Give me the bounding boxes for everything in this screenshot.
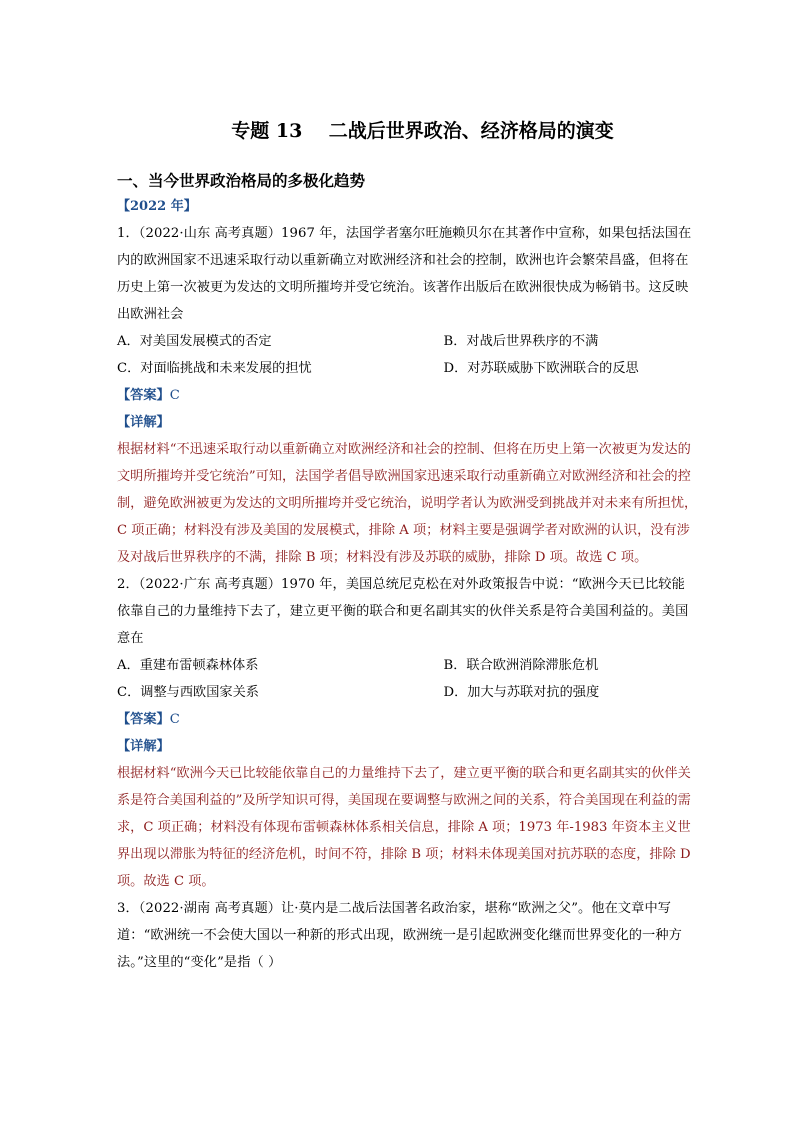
question-stem: 1．（2022·山东 高考真题）1967 年，法国学者塞尔旺施赖贝尔在其著作中宣称，如果包括法国在内的欧洲国家不迅速采取行动以重新确立对欧洲经济和社会的控制，欧洲也许会繁荣昌盛，但将在历史上第一次被更为发达的文明所摧垮并受它统治。该著作出版后在欧洲很快成为畅销书。这反映出欧洲社会 (117, 226, 692, 322)
page-title: 专题 13 二战后世界政治、经济格局的演变 (231, 120, 614, 142)
answer-line (117, 706, 698, 733)
detail-text: 根据材料“不迅速采取行动以重新确立对欧洲经济和社会的控制、但将在历史上第一次被更为发达的文明所摧垮并受它统治”可知，法国学者倡导欧洲国家迅速采取行动重新确立对欧洲经济和社会的控制，避免欧洲被更为发达的文明所摧垮并受它统治，说明学者认为欧洲受到挑战并对未来有所担忧，C 项正确；材料没有涉及美国的发展模式，排除 A 项；材料主要是强调学者对欧洲的认识，没有涉及对战后世界秩序的不满，排除 B 项；材料没有涉及苏联的威胁，排除 D 项。故选 C 项。 (117, 442, 698, 565)
option-a: A．对美国发展模式的否定 (117, 334, 272, 349)
answer-line (117, 382, 698, 409)
answer-value: C (169, 388, 180, 403)
option-b: B．联合欧洲消除滞胀危机 (443, 658, 599, 673)
detail-label: 【详解】 (117, 739, 170, 754)
question-stem: 2．（2022·广东 高考真题）1970 年，美国总统尼克松在对外政策报告中说：“欧洲今天已比较能依靠自己的力量维持下去了，建立更平衡的联合和更名副其实的伙伴关系是符合美国利益的。美国意在 (117, 577, 689, 646)
option-c: C．调整与西欧国家关系 (117, 685, 259, 700)
detail-text: 根据材料“欧洲今天已比较能依靠自己的力量维持下去了，建立更平衡的联合和更名副其实的伙伴关系是符合美国利益的”及所学知识可得，美国现在要调整与欧洲之间的关系，符合美国现在利益的需求，C 项正确；材料没有体现布雷顿森林体系相关信息，排除 A 项；1973 年-1983 年资本主义世界出现以滞胀为特征的经济危机，时间不符，排除 B 项；材料未体现美国对抗苏联的态度，排除 D 项。故选 C 项。 (117, 766, 691, 889)
option-list (117, 652, 698, 706)
option-b: B．对战后世界秩序的不满 (443, 334, 599, 349)
answer-label: 【答案】 (117, 712, 170, 727)
year-tag: 【2022 年】 (117, 199, 197, 214)
answer-label: 【答案】 (117, 388, 170, 403)
question-1 (117, 220, 698, 571)
option-d: D．对苏联威胁下欧洲联合的反思 (443, 361, 639, 376)
section-heading: 一、当今世界政治格局的多极化趋势 (117, 171, 366, 190)
answer-value: C (169, 712, 180, 727)
question-3 (117, 895, 698, 976)
question-2 (117, 571, 698, 895)
question-stem: 3．（2022·湖南 高考真题）让·莫内是二战后法国著名政治家，堪称“欧洲之父”。他在文章中写道：“欧洲统一不会使大国以一种新的形式出现，欧洲统一是引起欧洲变化继而世界变化的一种方法。”这里的“变化”是指（ ） (117, 901, 682, 970)
option-list (117, 328, 698, 382)
option-a: A．重建布雷顿森林体系 (117, 658, 259, 673)
option-c: C．对面临挑战和未来发展的担忧 (117, 361, 312, 376)
detail-label: 【详解】 (117, 415, 170, 430)
option-d: D．加大与苏联对抗的强度 (443, 685, 600, 700)
